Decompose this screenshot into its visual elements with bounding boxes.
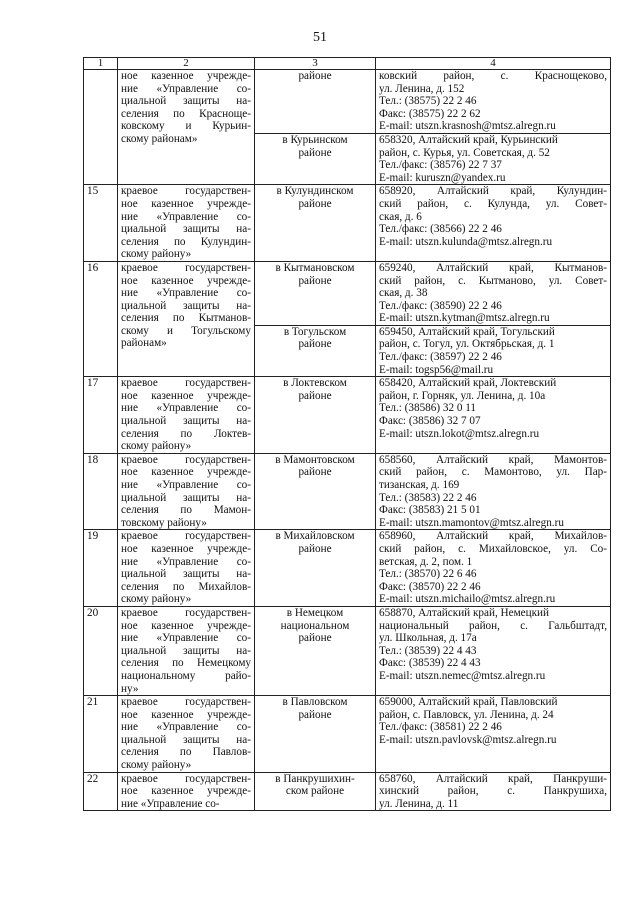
institution-name-line: селения по Немецкому xyxy=(121,657,251,670)
contact-line: 658760, Алтайский край, Панкруши- xyxy=(379,772,607,785)
institution-name-line: ное казенное учрежде- xyxy=(121,466,251,479)
contact-line: 658920, Алтайский край, Кулундин- xyxy=(379,185,607,198)
contact-line: Факс: (38586) 32 7 07 xyxy=(379,415,481,428)
contact-details xyxy=(376,261,611,325)
contact-line: 658870, Алтайский край, Немецкий xyxy=(379,606,550,619)
contact-line: E-mail: utszn.lokot@mtsz.alregn.ru xyxy=(379,427,540,440)
institution-name-line: краевое государствен- xyxy=(121,261,251,274)
institution-name-line: скому району» xyxy=(121,248,192,261)
district-name xyxy=(255,772,376,811)
institution-name-line: циальной защиты на- xyxy=(121,95,251,108)
contact-line: 658320, Алтайский край, Курьинский xyxy=(379,133,558,146)
district-line: районе xyxy=(298,197,332,210)
institution-name-line: циальной защиты на- xyxy=(121,415,251,428)
contact-details xyxy=(376,325,611,376)
contact-line: ский район, с. Мамонтово, ул. Пар- xyxy=(379,466,607,479)
district-line: районе xyxy=(298,274,332,287)
institution-name-line: селения по Красноще- xyxy=(121,107,251,120)
contact-line: Факс: (38570) 22 2 46 xyxy=(379,580,481,593)
institution-name-line: скому и Тогульскому xyxy=(121,324,251,337)
table-row xyxy=(84,696,611,773)
contact-line: Факс: (38575) 22 2 62 xyxy=(379,107,481,120)
contact-line: хинский район, с. Панкрушиха, xyxy=(379,785,607,798)
institution-name-line: ковскому и Курьин- xyxy=(121,120,251,133)
district-line: в Тогульском xyxy=(283,325,347,338)
institution-name-line: ное казенное учрежде- xyxy=(121,389,251,402)
institution-name-line: ние «Управление со- xyxy=(121,797,220,810)
institution-name-line: национальному райо- xyxy=(121,669,251,682)
row-number: 15 xyxy=(84,185,118,262)
institution-name-line: циальной защиты на- xyxy=(121,299,251,312)
institution-name-line: скому районам» xyxy=(121,132,198,145)
institution-name-line: ное казенное учрежде- xyxy=(121,785,251,798)
contact-line: 659240, Алтайский край, Кытманов- xyxy=(379,261,607,274)
district-name xyxy=(255,261,376,325)
contact-line: E-mail: togsp56@mail.ru xyxy=(379,363,494,376)
institution-name xyxy=(118,772,255,811)
contact-line: 659000, Алтайский край, Павловский xyxy=(379,696,558,709)
contact-line: Факс: (38583) 21 5 01 xyxy=(379,504,481,517)
contact-line: Факс: (38539) 22 4 43 xyxy=(379,657,481,670)
contact-line: 658560, Алтайский край, Мамонтов- xyxy=(379,453,607,466)
institution-name-line: краевое государствен- xyxy=(121,377,251,390)
contact-details xyxy=(376,70,611,134)
contact-line: 659450, Алтайский край, Тогульский xyxy=(379,325,555,338)
institution-name-line: ное казенное учрежде- xyxy=(121,274,251,287)
institution-name-line: ние «Управление со- xyxy=(121,721,251,734)
contact-line: ул. Ленина, д. 152 xyxy=(379,82,465,95)
institution-name-line: циальной защиты на- xyxy=(121,491,251,504)
contact-line: Тел./факс: (38597) 22 2 46 xyxy=(379,351,502,364)
institution-name-line: селения по Павлов- xyxy=(121,746,251,759)
contact-line: район, с. Курья, ул. Советская, д. 52 xyxy=(379,146,550,159)
district-line: в Михайловском xyxy=(275,530,355,543)
district-name xyxy=(255,70,376,134)
institution-name-line: циальной защиты на- xyxy=(121,223,251,236)
institution-name-line: скому району» xyxy=(121,593,192,606)
contact-line: Тел./факс: (38576) 22 7 37 xyxy=(379,159,502,172)
district-line: районе xyxy=(298,338,332,351)
column-number-row xyxy=(84,58,611,70)
institution-name-line: циальной защиты на- xyxy=(121,733,251,746)
contact-line: Тел.: (38570) 22 6 46 xyxy=(379,568,477,581)
institution-name-line: ное казенное учрежде- xyxy=(121,708,251,721)
institution-name-line: краевое государствен- xyxy=(121,696,251,709)
contact-line: ская, д. 6 xyxy=(379,210,422,223)
institutions-table xyxy=(83,57,611,811)
district-line: районе xyxy=(298,70,332,82)
institution-name-line: циальной защиты на- xyxy=(121,644,251,657)
district-line: в Немецком xyxy=(286,606,344,619)
institution-name-line: селения по Локтев- xyxy=(121,427,251,440)
contact-line: ковский район, с. Краснощеково, xyxy=(379,70,607,82)
contact-line: ул. Ленина, д. 11 xyxy=(379,797,459,810)
institution-name xyxy=(118,185,255,262)
institution-name-line: районам» xyxy=(121,337,167,350)
district-line: в Курьинском xyxy=(282,133,348,146)
district-line: районе xyxy=(298,146,332,159)
contact-line: ская, д. 38 xyxy=(379,287,428,300)
contact-line: Тел./факс: (38590) 22 2 46 xyxy=(379,299,502,312)
table-row xyxy=(84,377,611,454)
row-number xyxy=(84,70,118,185)
row-number: 16 xyxy=(84,261,118,376)
district-name xyxy=(255,606,376,695)
contact-details xyxy=(376,377,611,454)
contact-line: ский район, с. Кытманово, ул. Совет- xyxy=(379,274,607,287)
institution-name xyxy=(118,377,255,454)
contact-line: ул. Школьная, д. 17а xyxy=(379,632,477,645)
district-line: в Локтевском xyxy=(283,377,347,390)
district-line: ском районе xyxy=(285,785,345,798)
contact-line: E-mail: utszn.kytman@mtsz.alregn.ru xyxy=(379,312,550,325)
contact-line: 658420, Алтайский край, Локтевский xyxy=(379,377,557,390)
district-name xyxy=(255,530,376,607)
contact-line: Тел.: (38583) 22 2 46 xyxy=(379,491,477,504)
contact-line: E-mail: utszn.kulunda@mtsz.alregn.ru xyxy=(379,235,553,248)
table-row xyxy=(84,185,611,262)
district-name xyxy=(255,377,376,454)
column-number: 1 xyxy=(84,58,118,70)
institution-name-line: ние «Управление со- xyxy=(121,287,251,300)
district-name xyxy=(255,133,376,184)
contact-line: ский район, с. Михайловское, ул. Со- xyxy=(379,542,607,555)
institution-name-line: ние «Управление со- xyxy=(121,402,251,415)
column-number: 4 xyxy=(376,58,611,70)
institution-name-line: ние «Управление со- xyxy=(121,632,251,645)
contact-line: район, г. Горняк, ул. Ленина, д. 10а xyxy=(379,389,546,402)
institution-name xyxy=(118,530,255,607)
contact-details xyxy=(376,772,611,811)
institution-name-line: краевое государствен- xyxy=(121,606,251,619)
column-number: 3 xyxy=(255,58,376,70)
institution-name-line: краевое государствен- xyxy=(121,453,251,466)
district-line: районе xyxy=(298,466,332,479)
contact-line: Тел./факс: (38566) 22 2 46 xyxy=(379,223,502,236)
contact-line: E-mail: utszn.pavlovsk@mtsz.alregn.ru xyxy=(379,733,557,746)
district-line: в Кулундинском xyxy=(276,185,354,198)
district-line: национальном xyxy=(280,619,350,632)
contact-line: ский район, с. Кулунда, ул. Совет- xyxy=(379,197,607,210)
contact-details xyxy=(376,530,611,607)
table-row xyxy=(84,70,611,134)
page-number: 51 xyxy=(313,30,327,45)
district-line: районе xyxy=(298,542,332,555)
row-number: 17 xyxy=(84,377,118,454)
contact-line: ветская, д. 2, пом. 1 xyxy=(379,555,473,568)
contact-details xyxy=(376,453,611,530)
institution-name-line: краевое государствен- xyxy=(121,185,251,198)
contact-line: район, с. Павловск, ул. Ленина, д. 24 xyxy=(379,708,554,721)
institution-name-line: ние «Управление со- xyxy=(121,479,251,491)
district-line: в Павловском xyxy=(282,696,348,709)
column-number: 2 xyxy=(118,58,255,70)
institution-name-line: селения по Мамон- xyxy=(121,504,251,517)
institution-name xyxy=(118,70,255,185)
contact-line: Тел.: (38575) 22 2 46 xyxy=(379,95,477,108)
institution-name-line: ное казенное учрежде- xyxy=(121,619,251,632)
row-number: 21 xyxy=(84,696,118,773)
table-row xyxy=(84,261,611,325)
institution-name xyxy=(118,696,255,773)
row-number: 18 xyxy=(84,453,118,530)
institution-name xyxy=(118,606,255,695)
district-name xyxy=(255,325,376,376)
institution-name-line: селения по Михайлов- xyxy=(121,580,251,593)
district-line: районе xyxy=(298,389,332,402)
contact-line: Тел.: (38586) 32 0 11 xyxy=(379,402,477,415)
institution-name-line: ну» xyxy=(121,682,139,695)
district-line: в Панкрушихин- xyxy=(275,772,355,785)
contact-line: 658960, Алтайский край, Михайлов- xyxy=(379,530,607,543)
institution-name-line: ние «Управление со- xyxy=(121,82,251,95)
district-line: районе xyxy=(298,632,332,645)
district-line: в Мамонтовском xyxy=(275,453,355,466)
district-line: в Кытмановском xyxy=(275,261,355,274)
institution-name-line: ное казенное учрежде- xyxy=(121,542,251,555)
contact-line: район, с. Тогул, ул. Октябрьская, д. 1 xyxy=(379,338,555,351)
contact-line: Тел./факс: (38581) 22 2 46 xyxy=(379,721,502,734)
table-row xyxy=(84,453,611,530)
district-line: районе xyxy=(298,708,332,721)
institution-name-line: селения по Кытманов- xyxy=(121,312,251,325)
institution-name xyxy=(118,261,255,376)
contact-line: тизанская, д. 169 xyxy=(379,479,460,491)
contact-line: E-mail: utszn.michailo@mtsz.alregn.ru xyxy=(379,593,556,606)
institution-name-line: скому району» xyxy=(121,440,192,453)
table-row xyxy=(84,530,611,607)
institution-name-line: скому району» xyxy=(121,759,192,772)
contact-details xyxy=(376,185,611,262)
contact-details xyxy=(376,606,611,695)
contact-line: E-mail: utszn.krasnosh@mtsz.alregn.ru xyxy=(379,120,556,133)
district-name xyxy=(255,696,376,773)
contact-line: E-mail: utszn.nemec@mtsz.alregn.ru xyxy=(379,669,546,682)
contact-line: национальный район, с. Гальбштадт, xyxy=(379,619,607,632)
institution-name-line: ние «Управление со- xyxy=(121,210,251,223)
contact-details xyxy=(376,133,611,184)
contact-line: E-mail: utszn.mamontov@mtsz.alregn.ru xyxy=(379,516,564,529)
institution-name xyxy=(118,453,255,530)
institution-name-line: циальной защиты на- xyxy=(121,568,251,581)
institution-name-line: краевое государствен- xyxy=(121,772,251,785)
row-number: 19 xyxy=(84,530,118,607)
contact-details xyxy=(376,696,611,773)
table-row xyxy=(84,606,611,695)
institution-name-line: ное казенное учрежде- xyxy=(121,70,251,82)
contact-line: Тел.: (38539) 22 4 43 xyxy=(379,644,477,657)
institution-name-line: ние «Управление со- xyxy=(121,555,251,568)
contact-line: E-mail: kuruszn@yandex.ru xyxy=(379,171,506,184)
institution-name-line: краевое государствен- xyxy=(121,530,251,543)
table-row xyxy=(84,772,611,811)
institution-name-line: товскому району» xyxy=(121,516,207,529)
district-name xyxy=(255,453,376,530)
row-number: 20 xyxy=(84,606,118,695)
row-number: 22 xyxy=(84,772,118,811)
district-name xyxy=(255,185,376,262)
institution-name-line: ное казенное учрежде- xyxy=(121,197,251,210)
institution-name-line: селения по Кулундин- xyxy=(121,235,251,248)
